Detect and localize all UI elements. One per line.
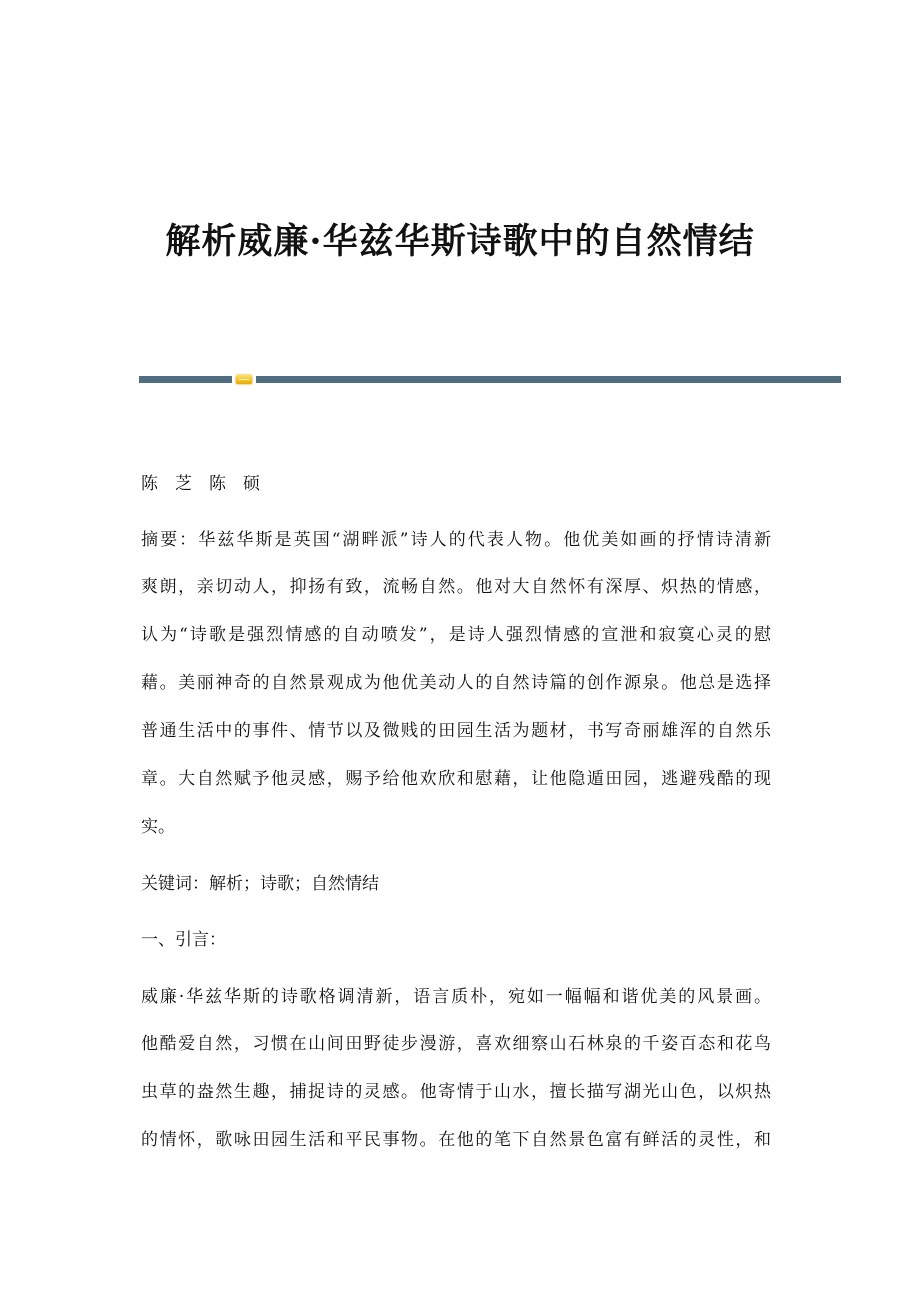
abstract-line: 藉。美丽神奇的自然景观成为他优美动人的自然诗篇的创作源泉。他总是选择 bbox=[141, 673, 771, 693]
section-heading: 一、引言： bbox=[141, 930, 226, 950]
title-divider bbox=[139, 375, 841, 384]
abstract-line: 实。 bbox=[141, 817, 175, 837]
abstract-line: 章。大自然赋予他灵感，赐予给他欢欣和慰藉，让他隐遁田园，逃避残酷的现 bbox=[141, 769, 771, 789]
keywords: 关键词：解析；诗歌；自然情结 bbox=[141, 874, 379, 894]
authors: 陈 芝 陈 硕 bbox=[141, 474, 260, 494]
document-title: 解析威廉·华兹华斯诗歌中的自然情结 bbox=[165, 221, 755, 262]
divider-bar-left bbox=[139, 376, 232, 383]
abstract-line: 普通生活中的事件、情节以及微贱的田园生活为题材，书写奇丽雄浑的自然乐 bbox=[141, 721, 771, 741]
body-line: 威廉·华兹华斯的诗歌格调清新，语言质朴，宛如一幅幅和谐优美的风景画。 bbox=[141, 987, 771, 1007]
divider-bar-right bbox=[256, 376, 841, 383]
divider-ornament-icon bbox=[236, 375, 252, 384]
abstract-line: 爽朗，亲切动人，抑扬有致，流畅自然。他对大自然怀有深厚、炽热的情感， bbox=[141, 577, 771, 597]
body-line: 虫草的盎然生趣，捕捉诗的灵感。他寄情于山水，擅长描写湖光山色，以炽热 bbox=[141, 1082, 771, 1102]
body-line: 他酷爱自然，习惯在山间田野徒步漫游，喜欢细察山石林泉的千姿百态和花鸟 bbox=[141, 1034, 771, 1054]
body-line: 的情怀，歌咏田园生活和平民事物。在他的笔下自然景色富有鲜活的灵性，和 bbox=[141, 1130, 771, 1150]
abstract-line: 摘要：华兹华斯是英国“湖畔派”诗人的代表人物。他优美如画的抒情诗清新 bbox=[141, 530, 771, 550]
abstract-line: 认为“诗歌是强烈情感的自动喷发”，是诗人强烈情感的宣泄和寂寞心灵的慰 bbox=[141, 625, 771, 645]
